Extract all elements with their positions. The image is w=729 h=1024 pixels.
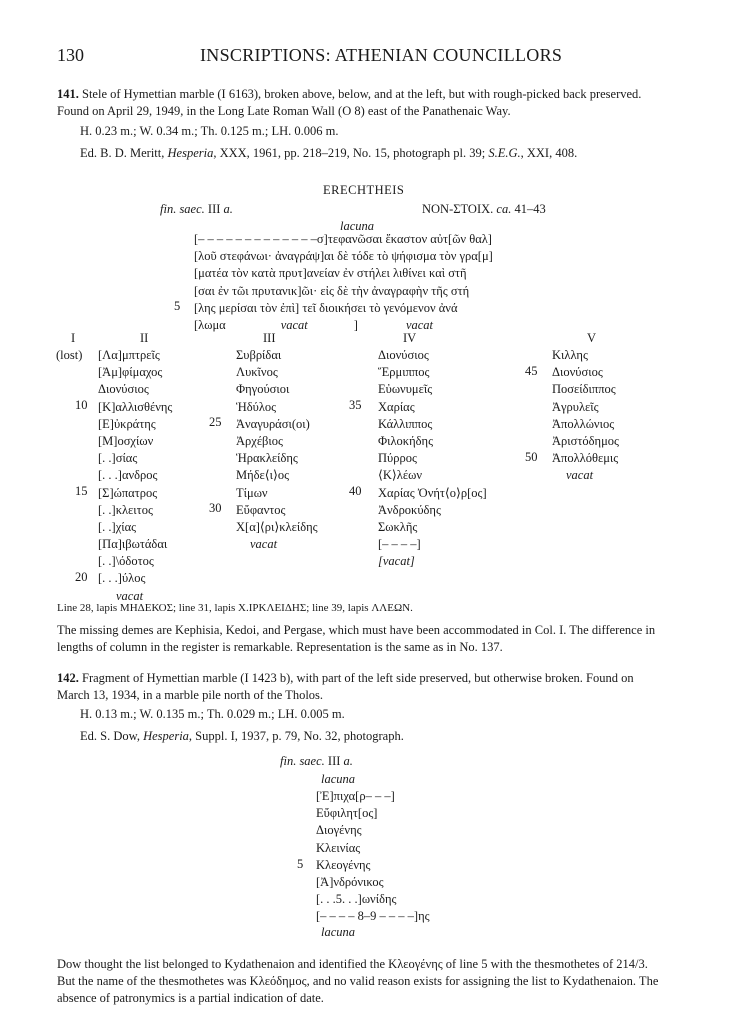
text-line: Κλεινίας xyxy=(316,840,361,855)
name-entry: Διονύσιος xyxy=(378,348,429,362)
name-entry: [Λα]μπτρεῖς xyxy=(98,348,160,362)
entry-142-commentary: Dow thought the list belonged to Kydathenaion and identified the Κλεογένης of line 5 with the thesmothetes of 214/3. But the name of the thesmothetes was Κλεόδημος, and no valid reason exists for assigning the list to Kydathenaion. The absence of patronymics is a partial indication of date. xyxy=(57,957,659,1005)
name-entry: Ἀναγυράσι(οι) xyxy=(236,416,310,431)
decree-line: [– – – – – – – – – – – – –σ]τεφανῶσαι ἕκαστον αὐτ[ῶν θαλ] xyxy=(194,232,492,246)
line-number: 15 xyxy=(75,484,88,498)
name-entry: Συβρίδαι xyxy=(236,348,282,362)
edition-journal: Hesperia xyxy=(143,729,189,743)
col-1-lost: (lost) xyxy=(56,348,83,362)
edition-prefix: Ed. B. D. Meritt, xyxy=(80,146,168,160)
edition-seg: S.E.G. xyxy=(488,146,521,160)
decree-line: [ματέα τὸν κατὰ πρυτ]ανείαν ἐν στήλει λιθίνει καὶ στῆ xyxy=(194,266,467,281)
name-entry: Λυκῖνος xyxy=(236,365,278,380)
name-entry: [Κ]αλλισθένης xyxy=(98,399,173,414)
name-entry: Ἕρμιππος xyxy=(378,365,430,380)
name-entry: [. . .]ύλος xyxy=(98,571,146,586)
name-entry: Ἀρχέβιος xyxy=(236,433,283,448)
entry-141-date: fin. saec. III a. xyxy=(160,202,233,216)
name-entry: Χαρίας Ὀνήτ⟨ο⟩ρ[ος] xyxy=(378,485,487,500)
text-line: [Ἀ]νδρόνικος xyxy=(316,874,384,889)
name-entry: Ἀγρυλεῖς xyxy=(552,399,599,414)
name-entry: [– – – –] xyxy=(378,537,421,552)
line-number: 5 xyxy=(297,857,304,871)
name-entry: Ἡδύλος xyxy=(236,399,277,414)
entry-141-desc: Stele of Hymettian marble (I 6163), broken above, below, and at the left, but with rough-picked back preserved. Found on April 29, 1949, in the Long Late Roman Wall (O 8) east of the Panathenaic Way. xyxy=(57,87,642,118)
name-entry: Χαρίας xyxy=(378,399,415,414)
name-entry: ⟨Κ⟩λέων xyxy=(378,468,422,483)
line-number: 50 xyxy=(525,450,538,464)
entry-141-dimensions: H. 0.23 m.; W. 0.34 m.; Th. 0.125 m.; LH. 0.006 m. xyxy=(80,124,339,138)
decree-line: [λοῦ στεφάνωι· ἀναγράψ]αι δὲ τόδε τὸ ψήφισμα τὸν γρα[μ] xyxy=(194,249,493,264)
column-4 xyxy=(378,347,487,570)
col-head-4: IV xyxy=(403,331,417,345)
name-entry: Ἀπολλόθεμις xyxy=(552,451,619,466)
col-head-5: V xyxy=(587,331,597,345)
name-entry: [. .]κλειτος xyxy=(98,502,153,517)
text-line: Κλεογένης xyxy=(316,857,371,872)
name-entry: Ἀνδροκύδης xyxy=(378,502,441,517)
name-entry: Κάλλιππος xyxy=(378,416,433,431)
name-entry: [. .]\όδοτος xyxy=(98,554,154,569)
entry-142-desc: Fragment of Hymettian marble (I 1423 b), with part of the left side preserved, but otherwise broken. Found on March 13, 1934, in a marble pile north of the Tholos. xyxy=(57,671,634,702)
col-head-3: III xyxy=(263,331,276,345)
entry-142-edition xyxy=(80,729,404,744)
tribe-heading: ERECHTHEIS xyxy=(323,183,405,197)
name-entry: Διονύσιος xyxy=(98,382,149,397)
edition-end: , Suppl. I, 1937, p. 79, No. 32, photograph. xyxy=(188,729,404,743)
entry-142-dimensions: H. 0.13 m.; W. 0.135 m.; Th. 0.029 m.; LH. 0.005 m. xyxy=(80,707,345,721)
decree-line-last: [λωμα vacat ] vacat xyxy=(194,317,434,332)
name-entry: Χ[α]⟨ρι⟩κλείδης xyxy=(236,519,318,534)
name-entry: Ἀριστόδημος xyxy=(552,433,619,448)
name-entry: Κιλλης xyxy=(552,348,588,362)
lacuna-bottom: lacuna xyxy=(321,925,356,939)
text-line: [. . .5. . .]ωνίδης xyxy=(316,892,397,907)
col-head-1: I xyxy=(71,331,76,345)
name-entry: Φηγούσιοι xyxy=(236,382,290,397)
name-entry: [. . .]ανδρος xyxy=(98,468,158,483)
line-number: 30 xyxy=(209,501,222,515)
col-head-2: II xyxy=(140,331,149,345)
name-entry: Ἡρακλείδης xyxy=(236,451,298,466)
text-line: Διογένης xyxy=(316,823,362,838)
entry-142-text xyxy=(316,788,430,926)
entry-142-date: fin. saec. III a. xyxy=(280,754,353,768)
name-entry: Μήδε⟨ι⟩ος xyxy=(236,468,290,483)
vacat-label: vacat xyxy=(566,468,594,483)
entry-142-number: 142. xyxy=(57,671,79,685)
name-entry: [Ἀμ]φίμαχος xyxy=(98,365,163,380)
line-number: 35 xyxy=(349,398,362,412)
decree-line: [σαι ἐν τῶι πρυτανικ]ῶι· εἰς δὲ τὴν ἀναγραφὴν τῆς στή xyxy=(194,283,470,298)
name-entry: Τίμων xyxy=(236,485,268,500)
edition-end: , XXI, 408. xyxy=(520,146,578,160)
name-entry: [Μ]οσχίων xyxy=(98,433,154,448)
name-entry: Σωκλῆς xyxy=(378,519,418,534)
name-entry: Ἀπολλώνιος xyxy=(552,416,615,431)
column-2 xyxy=(98,347,172,605)
text-line: [Ἐ]πιχα[ρ– – –] xyxy=(316,789,395,803)
name-entry: [Ε]ὐκράτης xyxy=(98,416,156,431)
name-entry: Φιλοκήδης xyxy=(378,433,434,448)
name-entry: [Σ]ώπατρος xyxy=(98,485,158,500)
name-entry: Εὐωνυμεῖς xyxy=(378,382,433,397)
edition-middle: , XXX, 1961, pp. 218–219, No. 15, photograph pl. 39; xyxy=(213,146,489,160)
stoichedon-note: NON-ΣΤΟΙΧ. ca. 41–43 xyxy=(422,202,546,216)
decree-line: [λης μερίσαι τὸν ἐπὶ] τεῖ διοικήσει τὸ γενόμενον ἀνά xyxy=(194,300,458,315)
decree-text xyxy=(194,231,493,334)
line-number: 20 xyxy=(75,570,88,584)
decree-line-number: 5 xyxy=(174,299,181,313)
running-title: INSCRIPTIONS: ATHENIAN COUNCILLORS xyxy=(200,45,563,65)
page-number: 130 xyxy=(57,45,84,65)
text-line: Εὔφιλητ[ος] xyxy=(316,806,378,821)
lacuna-top: lacuna xyxy=(321,772,356,786)
vacat-label: [vacat] xyxy=(378,554,415,569)
entry-141-edition xyxy=(80,146,577,161)
name-entry: [. .]σίας xyxy=(98,451,138,466)
entry-141-description xyxy=(57,86,669,120)
entry-141-commentary: The missing demes are Kephisia, Kedoi, and Pergase, which must have been accommodated in Col. I. The difference in lengths of column in the register is remarkable. Representation is the same as in No. 137. xyxy=(57,623,656,654)
name-entry: Ποσείδιππος xyxy=(552,382,616,397)
name-entry: [Πα]ιβωτάδαι xyxy=(98,537,168,552)
apparatus-footnote: Line 28, lapis ΜΗΔΕΚΟΣ; line 31, lapis Χ.ΙΡΚΛΕΙΔΗΣ; line 39, lapis ΛΛΕΩΝ. xyxy=(57,602,413,614)
name-entry: Πύρρος xyxy=(378,451,417,466)
column-3 xyxy=(236,347,318,553)
line-number: 40 xyxy=(349,484,362,498)
edition-journal: Hesperia xyxy=(167,146,214,160)
line-number: 10 xyxy=(75,398,88,412)
entry-142-description xyxy=(57,670,669,704)
name-entry: [. .]χίας xyxy=(98,519,137,534)
line-number: 25 xyxy=(209,415,222,429)
name-entry: Διονύσιος xyxy=(552,365,603,380)
column-5 xyxy=(552,347,619,485)
name-entry: Εὔφαντος xyxy=(236,502,286,517)
edition-prefix: Ed. S. Dow, xyxy=(80,729,144,743)
vacat-label: vacat xyxy=(116,588,144,603)
text-line: [– – – – 8–9 – – – –]ης xyxy=(316,909,430,924)
lacuna-label: lacuna xyxy=(340,219,375,233)
entry-141-number: 141. xyxy=(57,87,79,101)
vacat-label: vacat xyxy=(250,537,278,552)
line-number: 45 xyxy=(525,364,538,378)
